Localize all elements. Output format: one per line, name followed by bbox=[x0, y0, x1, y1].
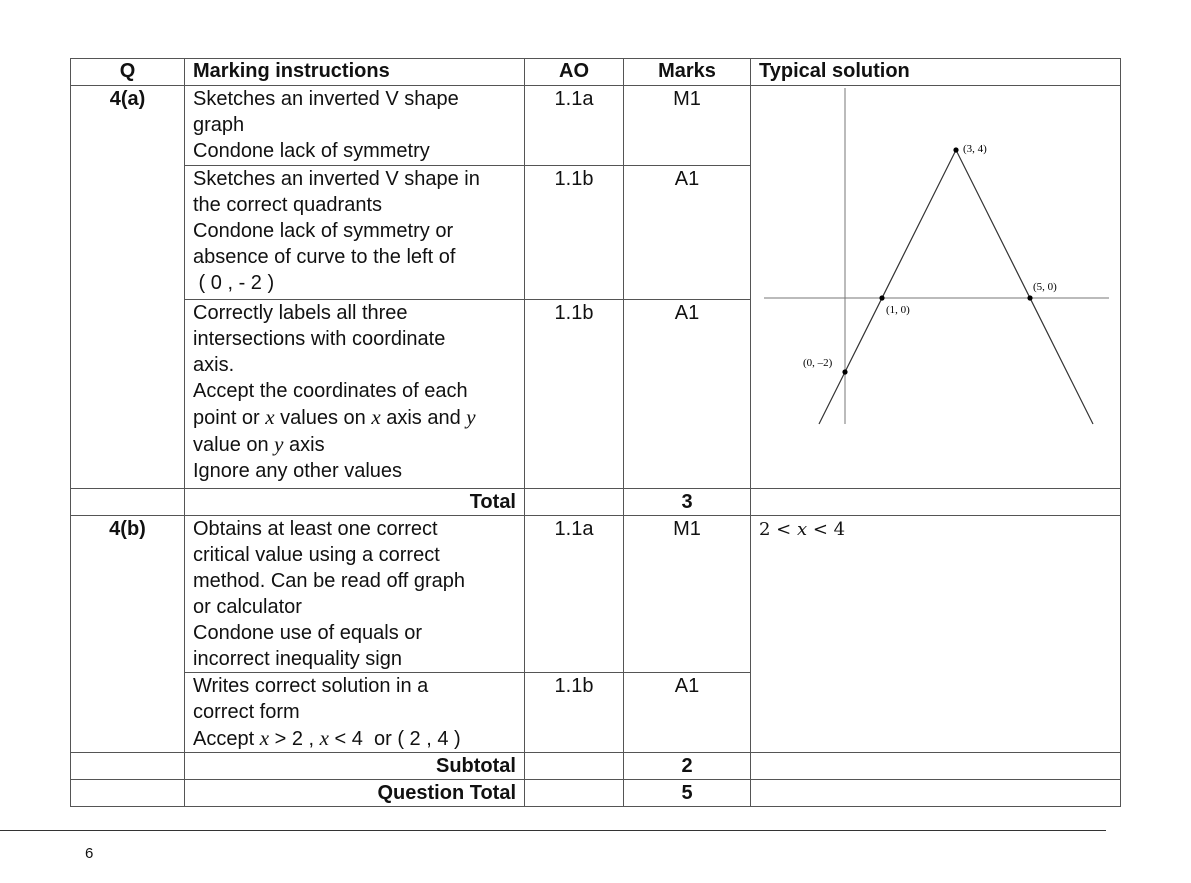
instruction-line: method. Can be read off graph bbox=[193, 570, 466, 592]
footer-divider bbox=[0, 830, 1106, 831]
instruction-line: incorrect inequality sign bbox=[193, 648, 402, 670]
instruction-line: intersections with coordinate bbox=[193, 327, 446, 350]
instruction-cell bbox=[185, 166, 525, 299]
typical-solution-cell bbox=[751, 516, 1121, 753]
point-y-intercept bbox=[842, 369, 847, 374]
label-vertex: (3, 4) bbox=[963, 143, 987, 155]
instruction-line: critical value using a correct bbox=[193, 544, 440, 566]
inverted-v-graph bbox=[751, 86, 1120, 481]
instruction-line: correct form bbox=[193, 701, 300, 723]
empty-cell bbox=[751, 753, 1121, 780]
instruction-line bbox=[193, 725, 516, 752]
ao-cell: 1.1b bbox=[525, 673, 624, 753]
instruction-line: absence of curve to the left of bbox=[193, 246, 456, 269]
instruction-cell bbox=[185, 516, 525, 673]
empty-cell bbox=[751, 780, 1121, 807]
instruction-line: the correct quadrants bbox=[193, 194, 382, 217]
instruction-line: Ignore any other values bbox=[193, 459, 403, 482]
instruction-line: graph bbox=[193, 114, 245, 136]
table-row bbox=[71, 86, 1121, 166]
question-total-label: Question Total bbox=[185, 780, 525, 807]
mark-cell: M1 bbox=[624, 86, 751, 166]
instruction-line: ( 0 , - 2 ) bbox=[193, 272, 275, 295]
instruction-line: Obtains at least one correct bbox=[193, 518, 438, 540]
page-number: 6 bbox=[85, 845, 94, 862]
header-q: Q bbox=[71, 59, 185, 86]
ao-cell: 1.1a bbox=[525, 516, 624, 673]
mark-cell: A1 bbox=[624, 166, 751, 299]
instruction-line: Accept the coordinates of each bbox=[193, 379, 468, 402]
question-number-4a: 4(a) bbox=[71, 86, 185, 489]
header-marking-instructions: Marking instructions bbox=[185, 59, 525, 86]
graph-line-right bbox=[956, 150, 1093, 424]
solution-inequality: 2 < 𝑥 < 4 bbox=[759, 519, 846, 540]
instruction-cell bbox=[185, 299, 525, 488]
instruction-line bbox=[193, 431, 516, 458]
empty-cell bbox=[71, 489, 185, 516]
text-fragment: values on bbox=[274, 406, 372, 429]
math-variable: y bbox=[466, 404, 476, 429]
math-variable: x bbox=[371, 404, 381, 429]
text-fragment: axis and bbox=[380, 406, 467, 429]
question-total-row bbox=[71, 780, 1121, 807]
empty-cell bbox=[525, 780, 624, 807]
ao-cell: 1.1a bbox=[525, 86, 624, 166]
instruction-line: Condone lack of symmetry bbox=[193, 140, 430, 162]
mark-scheme-table bbox=[70, 58, 1121, 807]
instruction-line bbox=[193, 404, 516, 431]
empty-cell bbox=[525, 753, 624, 780]
instruction-line: Condone use of equals or bbox=[193, 622, 423, 644]
ao-cell: 1.1b bbox=[525, 166, 624, 299]
subtotal-label: Subtotal bbox=[185, 753, 525, 780]
total-row bbox=[71, 489, 1121, 516]
instruction-line: or calculator bbox=[193, 596, 302, 618]
graph-line-left bbox=[819, 150, 956, 424]
text-fragment: value on bbox=[193, 433, 275, 456]
table-row bbox=[71, 516, 1121, 673]
point-x-intercept-1 bbox=[879, 295, 884, 300]
instruction-line: Condone lack of symmetry or bbox=[193, 220, 454, 243]
question-number-4b: 4(b) bbox=[71, 516, 185, 753]
label-x-intercept-5: (5, 0) bbox=[1033, 281, 1057, 293]
mark-cell: A1 bbox=[624, 673, 751, 753]
text-fragment: axis bbox=[283, 433, 325, 456]
graph-cell bbox=[751, 86, 1121, 489]
question-total-marks: 5 bbox=[624, 780, 751, 807]
point-x-intercept-5 bbox=[1027, 295, 1032, 300]
header-ao: AO bbox=[525, 59, 624, 86]
header-row bbox=[71, 59, 1121, 86]
instruction-line: Sketches an inverted V shape in bbox=[193, 168, 480, 191]
total-label: Total bbox=[185, 489, 525, 516]
label-y-intercept: (0, –2) bbox=[803, 357, 833, 369]
math-variable: y bbox=[274, 431, 284, 456]
text-fragment: point or bbox=[193, 406, 266, 429]
empty-cell bbox=[751, 489, 1121, 516]
text-fragment: > 2 , bbox=[269, 728, 320, 750]
empty-cell bbox=[71, 753, 185, 780]
instruction-line: axis. bbox=[193, 353, 235, 376]
header-marks: Marks bbox=[624, 59, 751, 86]
text-fragment: Accept bbox=[193, 728, 260, 750]
instruction-line: Writes correct solution in a bbox=[193, 675, 429, 697]
text-fragment: < 4 or ( 2 , 4 ) bbox=[328, 728, 461, 750]
ao-cell: 1.1b bbox=[525, 299, 624, 488]
label-x-intercept-1: (1, 0) bbox=[886, 304, 910, 316]
instruction-line: Correctly labels all three bbox=[193, 301, 408, 324]
math-variable: x bbox=[319, 726, 329, 750]
empty-cell bbox=[525, 489, 624, 516]
mark-cell: M1 bbox=[624, 516, 751, 673]
total-marks: 3 bbox=[624, 489, 751, 516]
subtotal-marks: 2 bbox=[624, 753, 751, 780]
instruction-cell bbox=[185, 86, 525, 166]
math-variable: x bbox=[259, 726, 270, 750]
empty-cell bbox=[71, 780, 185, 807]
instruction-line: Sketches an inverted V shape bbox=[193, 88, 459, 110]
subtotal-row bbox=[71, 753, 1121, 780]
header-typical-solution: Typical solution bbox=[751, 59, 1121, 86]
instruction-cell bbox=[185, 673, 525, 753]
point-vertex bbox=[953, 147, 958, 152]
math-variable: x bbox=[265, 404, 275, 429]
mark-cell: A1 bbox=[624, 299, 751, 488]
